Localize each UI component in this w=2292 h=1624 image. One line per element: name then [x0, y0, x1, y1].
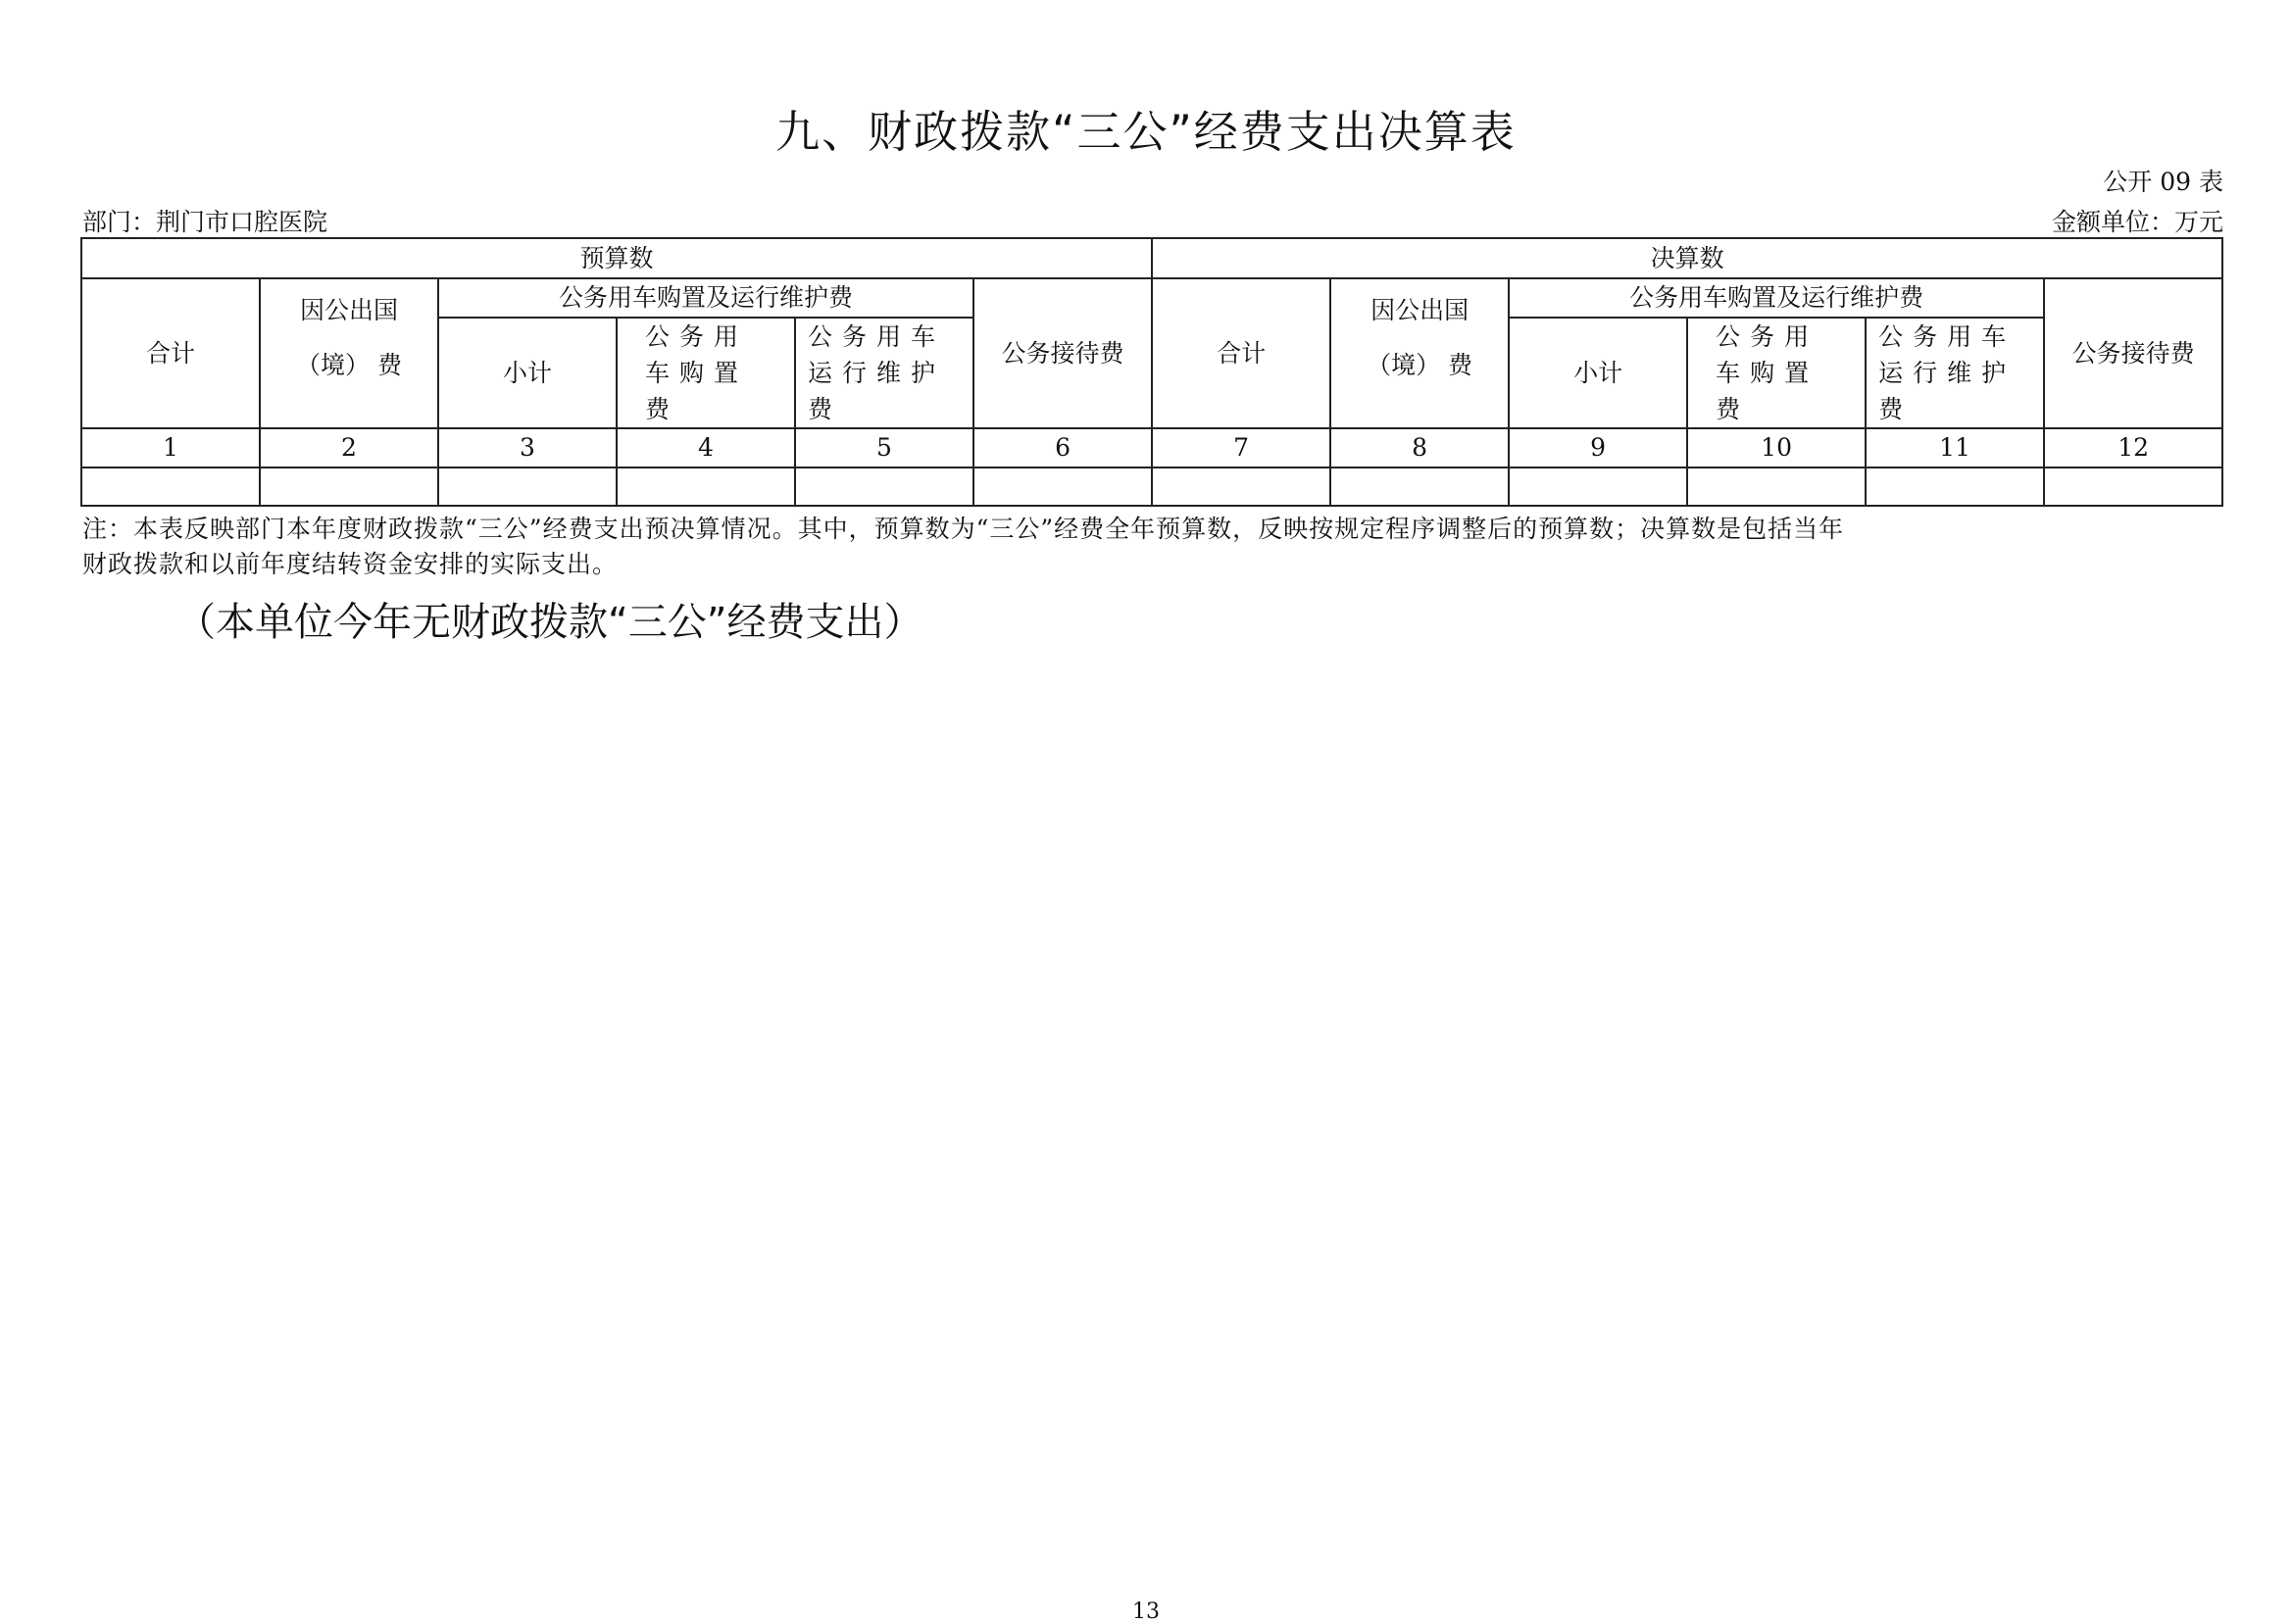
empty-cell: [438, 468, 617, 506]
note-line-1: 注：本表反映部门本年度财政拨款“三公”经费支出预决算情况。其中，预算数为“三公”经费全年预算数，反映按规定程序调整后的预算数；决算数是包括当年: [82, 515, 1845, 543]
note-line-2: 财政拨款和以前年度结转资金安排的实际支出。: [82, 550, 619, 578]
empty-cell: [1152, 468, 1330, 506]
form-number: 公开 09 表: [2103, 168, 2223, 196]
table-note: [82, 512, 2219, 582]
final-purchase-header: [1687, 318, 1866, 428]
empty-cell: [1866, 468, 2044, 506]
column-number: 1: [81, 428, 260, 468]
empty-data-row: [81, 468, 2222, 506]
column-number: 2: [260, 428, 438, 468]
final-operation-header: [1866, 318, 2044, 428]
no-expense-statement: （本单位今年无财政拨款“三公”经费支出）: [176, 600, 923, 645]
amount-unit-label: 金额单位：万元: [2051, 208, 2223, 236]
page-title: 九、财政拨款“三公”经费支出决算表: [775, 106, 1517, 158]
final-purchase-line2: 车购置: [1716, 359, 1819, 387]
department-label: 部门：荆门市口腔医院: [82, 208, 328, 236]
column-number: 6: [973, 428, 1152, 468]
budget-operation-header: [795, 318, 973, 428]
column-number: 4: [617, 428, 795, 468]
final-total-header: 合计: [1152, 278, 1330, 428]
final-subtotal-header: 小计: [1509, 318, 1687, 428]
column-number: 9: [1509, 428, 1687, 468]
budget-purchase-header: [617, 318, 795, 428]
column-number-row: [81, 428, 2222, 468]
final-abroad-line2: （境） 费: [1367, 351, 1473, 379]
final-operation-line3: 费: [1878, 395, 1914, 423]
budget-purchase-line1: 公务用: [645, 322, 749, 351]
final-abroad-header: [1330, 278, 1509, 428]
empty-cell: [1509, 468, 1687, 506]
empty-cell: [1330, 468, 1509, 506]
empty-cell: [260, 468, 438, 506]
empty-cell: [617, 468, 795, 506]
final-vehicle-group-header: 公务用车购置及运行维护费: [1509, 278, 2044, 318]
page-number: 13: [1132, 1599, 1160, 1624]
budget-group-header: 预算数: [81, 238, 1152, 278]
budget-purchase-line3: 费: [645, 395, 680, 423]
budget-reception-header: 公务接待费: [973, 278, 1152, 428]
group-header-row: [81, 238, 2222, 278]
final-group-header: 决算数: [1152, 238, 2222, 278]
empty-cell: [795, 468, 973, 506]
empty-cell: [81, 468, 260, 506]
column-number: 3: [438, 428, 617, 468]
budget-subtotal-header: 小计: [438, 318, 617, 428]
final-abroad-line1: 因公出国: [1370, 296, 1470, 324]
empty-cell: [973, 468, 1152, 506]
final-purchase-line1: 公务用: [1716, 322, 1819, 351]
column-number: 12: [2044, 428, 2222, 468]
budget-abroad-line1: 因公出国: [299, 296, 398, 324]
final-operation-line1: 公务用车: [1878, 322, 2017, 351]
budget-total-header: 合计: [81, 278, 260, 428]
budget-abroad-header: [260, 278, 438, 428]
budget-abroad-line2: （境） 费: [296, 351, 402, 379]
budget-operation-line1: 公务用车: [808, 322, 946, 351]
empty-cell: [1687, 468, 1866, 506]
budget-operation-line3: 费: [808, 395, 843, 423]
category-header-row: [81, 278, 2222, 318]
final-operation-line2: 运行维护: [1878, 359, 2017, 387]
final-purchase-line3: 费: [1716, 395, 1751, 423]
three-public-expenses-table: [80, 237, 2223, 507]
column-number: 11: [1866, 428, 2044, 468]
budget-purchase-line2: 车购置: [645, 359, 749, 387]
column-number: 8: [1330, 428, 1509, 468]
final-reception-header: 公务接待费: [2044, 278, 2222, 428]
column-number: 7: [1152, 428, 1330, 468]
budget-operation-line2: 运行维护: [808, 359, 946, 387]
budget-vehicle-group-header: 公务用车购置及运行维护费: [438, 278, 973, 318]
empty-cell: [2044, 468, 2222, 506]
column-number: 5: [795, 428, 973, 468]
column-number: 10: [1687, 428, 1866, 468]
